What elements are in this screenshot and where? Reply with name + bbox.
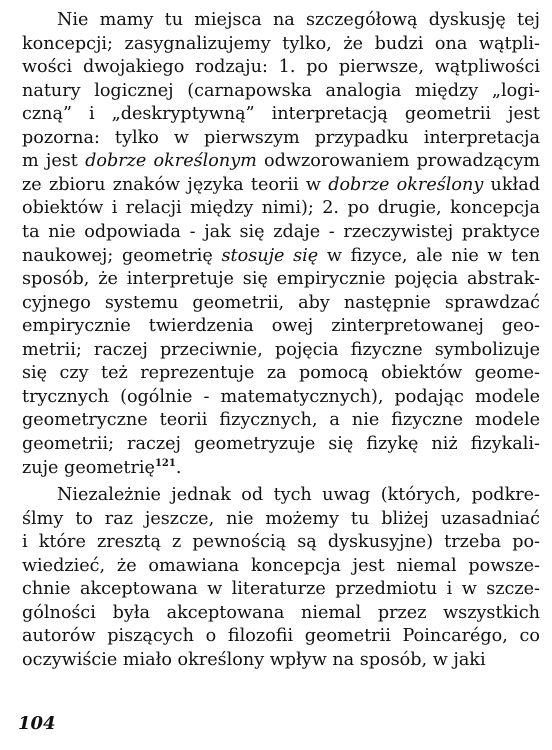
- text-line: chnie akceptowana w literaturze przedmiotu i w szcze-: [22, 579, 540, 600]
- text-line: m jest dobrze określonym odwzorowaniem prowadzącym: [22, 151, 540, 172]
- text-line: geometryczne teorii fizycznych, a nie fizyczne modele: [22, 410, 540, 431]
- text-line: i które zresztą z pewnością są dyskusyjne) trzeba po-: [22, 532, 540, 553]
- text-line: oczywiście miało określony wpływ na sposób, w jaki: [22, 649, 486, 670]
- text-line: metrii; raczej przeciwnie, pojęcia fizyczne symbolizuje: [22, 339, 540, 360]
- text-line: pozorna: tylko w pierwszym przypadku interpretacja: [22, 127, 540, 148]
- text-line: Nie mamy tu miejsca na szczegółową dyskusję tej: [57, 10, 540, 30]
- emphasis: dobrze określonym: [85, 151, 257, 172]
- text-line: się czy też reprezentuje za pomocą obiektów geome-: [22, 363, 540, 384]
- text-line: koncepcji; zasygnalizujemy tylko, że budzi ona wątpli-: [22, 33, 540, 54]
- text-line: ze zbioru znaków języka teorii w dobrze określony układ: [22, 174, 540, 195]
- text-line: czną” i „deskryptywną” interpretacją geometrii jest: [22, 104, 540, 125]
- text-line: obiektów i relacji między nimi); 2. po drugie, koncepcja: [22, 198, 540, 219]
- text-line: zuje geometrię$^{121}$.: [22, 457, 182, 478]
- text-line: wiedzieć, że omawiana koncepcja jest niemal powsze-: [22, 555, 540, 576]
- text-line: ta nie odpowiada - jak się zdaje - rzeczywistej praktyce: [22, 222, 540, 242]
- text-line: naukowej; geometrię stosuje się w fizyce, ale nie w ten: [22, 245, 540, 266]
- page-number: 104: [18, 713, 56, 734]
- emphasis: stosuje się: [221, 245, 319, 266]
- text-line: trycznych (ogólnie - matematycznych), podając modele: [22, 386, 540, 407]
- text-line: ślmy to raz jeszcze, nie możemy tu bliżej uzasadniać: [22, 508, 540, 529]
- text-line: Niezależnie jednak od tych uwag (których, podkre-: [57, 485, 540, 505]
- text-line: cyjnego systemu geometrii, aby następnie sprawdzać: [22, 292, 540, 313]
- text-line: natury logicznej (carnapowska analogia między „logi-: [22, 80, 540, 101]
- text-line: sposób, że interpretuje się empirycznie pojęcia abstrak-: [22, 269, 540, 290]
- text-line: autorów piszących o filozofii geometrii Poincarégo, co: [22, 626, 540, 647]
- text-line: geometrii; raczej geometryzuje się fizykę niż fizykali-: [22, 433, 540, 454]
- text-line: gólności była akceptowana niemal przez wszystkich: [22, 602, 540, 623]
- footnote-ref[interactable]: 121: [154, 457, 176, 469]
- emphasis: dobrze określony: [328, 174, 484, 195]
- text-line: empirycznie twierdzenia owej zinterpretowanej geo-: [22, 316, 540, 337]
- text-line: wości dwojakiego rodzaju: 1. po pierwsze, wątpliwości: [22, 57, 540, 78]
